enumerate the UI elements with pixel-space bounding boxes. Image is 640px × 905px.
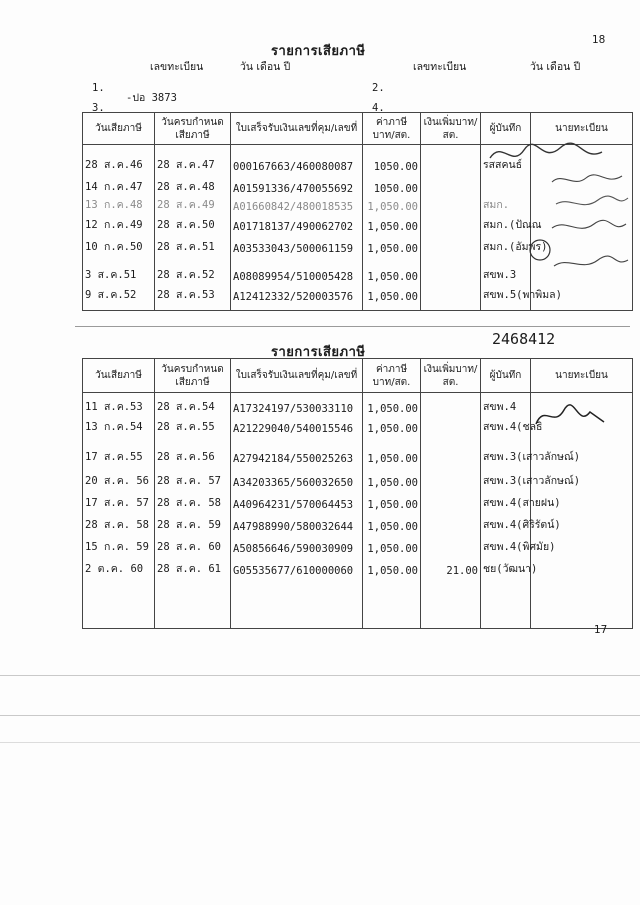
cell-registrar (531, 415, 633, 435)
table-row (83, 213, 633, 233)
cell-due: 28 ส.ค. 57 (155, 465, 231, 489)
cell-registrar (531, 555, 633, 577)
cell-paid: 28 ส.ค.46 (83, 145, 155, 173)
cell-paid: 28 ส.ค. 58 (83, 511, 155, 533)
cell-tax: 1,050.00 (363, 233, 421, 255)
line-2-label: 2. (372, 82, 385, 94)
cell-receipt: A01591336/470055692 (231, 173, 363, 195)
cell-due: 28 ส.ค.54 (155, 393, 231, 415)
cell-empty (83, 577, 155, 629)
scan-line (0, 675, 640, 676)
col-header-registrar: นายทะเบียน (531, 113, 633, 145)
cell-empty (421, 577, 481, 629)
cell-recorder: สขพ.4(พิศมัย) (481, 533, 531, 555)
cell-due: 28 ส.ค.52 (155, 255, 231, 283)
cell-fine (421, 145, 481, 173)
cell-tax: 1,050.00 (363, 393, 421, 415)
table-row (83, 533, 633, 555)
cell-empty (155, 577, 231, 629)
cell-receipt: A01660842/480018535 (231, 195, 363, 213)
cell-due: 28 ส.ค.47 (155, 145, 231, 173)
cell-recorder: สมก. (481, 195, 531, 213)
cell-due: 28 ส.ค.53 (155, 283, 231, 303)
cell-tax: 1,050.00 (363, 415, 421, 435)
cell-registrar (531, 393, 633, 415)
cell-paid: 15 ก.ค. 59 (83, 533, 155, 555)
cell-tax: 1050.00 (363, 145, 421, 173)
cell-receipt: A47988990/580032644 (231, 511, 363, 533)
cell-paid: 9 ส.ค.52 (83, 283, 155, 303)
cell-paid: 13 ก.ค.48 (83, 195, 155, 213)
cell-due: 28 ส.ค. 61 (155, 555, 231, 577)
separator-line (75, 326, 630, 327)
cell-paid: 10 ก.ค.50 (83, 233, 155, 255)
cell-recorder: สขพ.4(ศิริรัตน์) (481, 511, 531, 533)
cell-due: 28 ส.ค. 58 (155, 489, 231, 511)
col-header-paid-date: วันเสียภาษี (83, 113, 155, 145)
cell-recorder: รสสคนธ์ (481, 145, 531, 173)
cell-fine (421, 465, 481, 489)
cell-fine (421, 415, 481, 435)
reg-label-left: เลขทะเบียน (150, 61, 204, 73)
table-row (83, 283, 633, 303)
cell-recorder: สขพ.5(พาพิมล) (481, 283, 531, 303)
cell-recorder: สขพ.4(สายฝน) (481, 489, 531, 511)
line-1-label: 1. (92, 82, 105, 94)
table-row-empty (83, 303, 633, 311)
page-number-bottom: 17 (594, 624, 608, 636)
cell-recorder: สขพ.4(ชลธิ (481, 415, 531, 435)
col-header-registrar: นายทะเบียน (531, 359, 633, 393)
cell-paid: 3 ส.ค.51 (83, 255, 155, 283)
cell-due: 28 ส.ค. 60 (155, 533, 231, 555)
cell-tax: 1,050.00 (363, 435, 421, 465)
col-header-fine: เงินเพิ่มบาท/สต. (421, 359, 481, 393)
cell-fine (421, 233, 481, 255)
table-row (83, 435, 633, 465)
cell-empty (83, 303, 155, 311)
cell-receipt: 000167663/460080087 (231, 145, 363, 173)
cell-receipt: A34203365/560032650 (231, 465, 363, 489)
cell-registrar (531, 255, 633, 283)
cell-paid: 17 ส.ค. 57 (83, 489, 155, 511)
cell-fine (421, 393, 481, 415)
page-title: รายการเสียภาษี (271, 44, 366, 59)
cell-tax: 1,050.00 (363, 213, 421, 233)
cell-due: 28 ส.ค.51 (155, 233, 231, 255)
cell-fine (421, 511, 481, 533)
cell-receipt: A40964231/570064453 (231, 489, 363, 511)
cell-receipt: A01718137/490062702 (231, 213, 363, 233)
cell-empty (531, 577, 633, 629)
cell-tax: 1,050.00 (363, 465, 421, 489)
cell-tax: 1,050.00 (363, 283, 421, 303)
table-row (83, 511, 633, 533)
cell-fine: 21.00 (421, 555, 481, 577)
line-3-label: 3. (92, 102, 105, 114)
cell-fine (421, 255, 481, 283)
table-row (83, 393, 633, 415)
cell-receipt: A50856646/590030909 (231, 533, 363, 555)
cell-recorder: สขพ.3(เสาวลักษณ์) (481, 435, 531, 465)
cell-empty (231, 577, 363, 629)
cell-tax: 1,050.00 (363, 555, 421, 577)
col-header-recorder: ผู้บันทึก (481, 359, 531, 393)
cell-empty (481, 577, 531, 629)
cell-registrar (531, 173, 633, 195)
col-header-receipt: ใบเสร็จรับเงินเลขที่คุม/เลขที่ (231, 359, 363, 393)
cell-due: 28 ส.ค.49 (155, 195, 231, 213)
cell-recorder: สขพ.3(เสาวลักษณ์) (481, 465, 531, 489)
cell-registrar (531, 145, 633, 173)
cell-receipt: A27942184/550025263 (231, 435, 363, 465)
cell-paid: 14 ก.ค.47 (83, 173, 155, 195)
date-label-right: วัน เดือน ปี (530, 61, 581, 73)
cell-empty (481, 303, 531, 311)
cell-paid: 11 ส.ค.53 (83, 393, 155, 415)
cell-receipt: A03533043/500061159 (231, 233, 363, 255)
col-header-due-date: วันครบกำหนดเสียภาษี (155, 359, 231, 393)
cell-registrar (531, 213, 633, 233)
cell-receipt: A21229040/540015546 (231, 415, 363, 435)
cell-tax: 1,050.00 (363, 533, 421, 555)
line-1-plate: -ปอ 3873 (126, 92, 177, 104)
cell-empty (421, 303, 481, 311)
cell-recorder: สขพ.3 (481, 255, 531, 283)
col-header-paid-date: วันเสียภาษี (83, 359, 155, 393)
cell-due: 28 ส.ค.55 (155, 415, 231, 435)
col-header-recorder: ผู้บันทึก (481, 113, 531, 145)
cell-fine (421, 533, 481, 555)
cell-tax: 1,050.00 (363, 255, 421, 283)
cell-empty (231, 303, 363, 311)
cell-paid: 12 ก.ค.49 (83, 213, 155, 233)
col-header-tax: ค่าภาษีบาท/สต. (363, 359, 421, 393)
table-row (83, 195, 633, 213)
date-label-left: วัน เดือน ปี (240, 61, 291, 73)
cell-empty (531, 303, 633, 311)
cell-recorder: ชย(วัฒนา) (481, 555, 531, 577)
cell-empty (363, 577, 421, 629)
cell-due: 28 ส.ค.48 (155, 173, 231, 195)
cell-fine (421, 489, 481, 511)
cell-fine (421, 213, 481, 233)
col-header-tax: ค่าภาษีบาท/สต. (363, 113, 421, 145)
cell-fine (421, 173, 481, 195)
cell-fine (421, 283, 481, 303)
col-header-fine: เงินเพิ่มบาท/สต. (421, 113, 481, 145)
cell-due: 28 ส.ค.56 (155, 435, 231, 465)
cell-receipt: A17324197/530033110 (231, 393, 363, 415)
reg-label-right: เลขทะเบียน (413, 61, 467, 73)
cell-registrar (531, 195, 633, 213)
cell-paid: 13 ก.ค.54 (83, 415, 155, 435)
cell-receipt: A12412332/520003576 (231, 283, 363, 303)
table-row (83, 145, 633, 173)
tax-ledger-top (82, 112, 633, 311)
cell-empty (363, 303, 421, 311)
cell-due: 28 ส.ค. 59 (155, 511, 231, 533)
cell-fine (421, 435, 481, 465)
section-title-bottom: รายการเสียภาษี (271, 345, 366, 360)
table-row-empty (83, 577, 633, 629)
scan-line (0, 715, 640, 716)
cell-tax: 1050.00 (363, 173, 421, 195)
table-row (83, 173, 633, 195)
scan-line (0, 742, 640, 743)
table-row (83, 255, 633, 283)
cell-due: 28 ส.ค.50 (155, 213, 231, 233)
table-row (83, 233, 633, 255)
tax-ledger-bottom (82, 358, 633, 629)
col-header-due-date: วันครบกำหนดเสียภาษี (155, 113, 231, 145)
cell-empty (155, 303, 231, 311)
cell-tax: 1,050.00 (363, 195, 421, 213)
cell-recorder: สขพ.4 (481, 393, 531, 415)
cell-recorder (481, 173, 531, 195)
cell-paid: 17 ส.ค.55 (83, 435, 155, 465)
page-number-top: 18 (592, 34, 606, 46)
cell-paid: 20 ส.ค. 56 (83, 465, 155, 489)
table-row (83, 415, 633, 435)
cell-receipt: A08089954/510005428 (231, 255, 363, 283)
cell-recorder: สมก.(อัมพร) (481, 233, 531, 255)
stamp-number: 2468412 (492, 330, 556, 348)
line-4-label: 4. (372, 102, 385, 114)
cell-paid: 2 ต.ค. 60 (83, 555, 155, 577)
table-row (83, 489, 633, 511)
cell-tax: 1,050.00 (363, 511, 421, 533)
col-header-receipt: ใบเสร็จรับเงินเลขที่คุม/เลขที่ (231, 113, 363, 145)
cell-recorder: สมก.(ปัณณ (481, 213, 531, 233)
cell-tax: 1,050.00 (363, 489, 421, 511)
cell-receipt: G05535677/610000060 (231, 555, 363, 577)
table-row (83, 465, 633, 489)
cell-fine (421, 195, 481, 213)
table-row (83, 555, 633, 577)
